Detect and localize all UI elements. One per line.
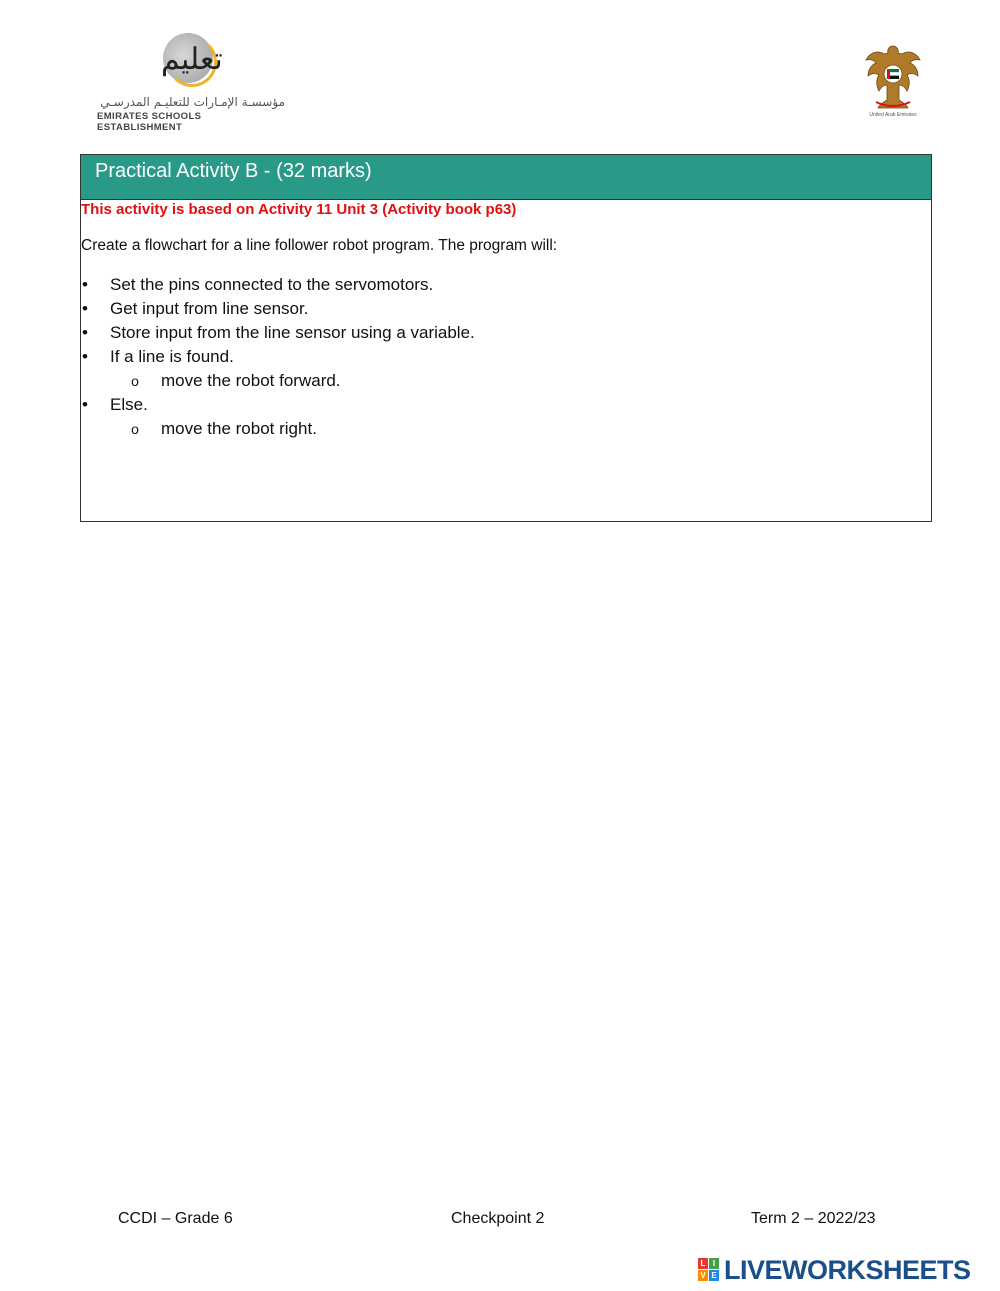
activity-box [80,154,932,522]
bullet-icon: • [82,299,88,318]
bullet-icon: • [82,395,88,414]
footer-course: CCDI – Grade 6 [118,1210,233,1227]
tile-i: I [709,1258,719,1269]
step-text: move the robot forward. [161,371,341,390]
circle-bullet-icon: o [131,421,139,437]
emblem-caption: United Arab Emirates [869,112,917,118]
liveworksheets-text: LIVEWORKSHEETS [724,1255,971,1285]
footer-term: Term 2 – 2022/23 [751,1210,876,1227]
step-text: Else. [110,395,148,414]
footer-checkpoint: Checkpoint 2 [451,1210,545,1227]
step-text: Store input from the line sensor using a variable. [110,323,475,342]
emirates-schools-logo [95,30,290,133]
activity-intro: Create a flowchart for a line follower robot program. The program will: [81,237,558,254]
falcon-emblem-icon [862,42,924,112]
step-text: Get input from line sensor. [110,299,309,318]
step-text: Set the pins connected to the servomotors. [110,275,434,294]
uae-emblem [862,42,924,122]
tile-v: V [698,1270,708,1281]
logo-english-name: EMIRATES SCHOOLS ESTABLISHMENT [97,111,202,133]
bullet-icon: • [82,275,88,294]
liveworksheets-logo-icon [698,1258,720,1282]
step-text: If a line is found. [110,347,234,366]
logo-arabic-mark: تعليم [161,42,223,77]
circle-bullet-icon: o [131,373,139,389]
tile-e: E [709,1270,719,1281]
liveworksheets-watermark[interactable] [698,1255,998,1285]
activity-title: Practical Activity B - (32 marks) [81,155,931,200]
tile-l: L [698,1258,708,1269]
activity-basis-note: This activity is based on Activity 11 Unit 3 (Activity book p63) [81,201,517,218]
bullet-icon: • [82,347,88,366]
step-text: move the robot right. [161,419,317,438]
bullet-icon: • [82,323,88,342]
logo-arabic-name: مؤسسـة الإمـارات للتعليـم المدرسـي [100,95,285,109]
